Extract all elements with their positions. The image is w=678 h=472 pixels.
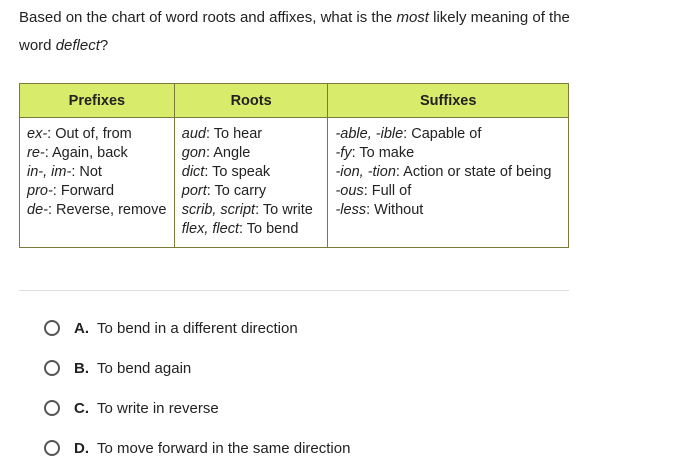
- option-letter: A.: [74, 319, 89, 337]
- root-term: port: [181, 183, 207, 199]
- prefix-entry: [27, 163, 167, 182]
- radio-button-icon[interactable]: [44, 360, 60, 376]
- root-meaning: : To hear: [205, 126, 263, 142]
- prefix-meaning: : Reverse, remove: [47, 202, 167, 218]
- root-meaning: : To carry: [206, 183, 267, 199]
- suffix-entry: [335, 201, 561, 220]
- option-a[interactable]: [40, 308, 350, 348]
- prefixes-cell: [20, 118, 175, 248]
- suffix-term: -less: [335, 202, 367, 218]
- prefix-term: pro-: [27, 183, 53, 199]
- root-entry: [182, 163, 321, 182]
- option-letter: D.: [74, 439, 89, 457]
- root-meaning: : Angle: [205, 145, 251, 161]
- suffix-entry: [335, 125, 561, 144]
- prefix-term: de-: [27, 202, 48, 218]
- suffix-entry: [335, 144, 561, 163]
- option-letter: B.: [74, 359, 89, 377]
- option-label[interactable]: To bend again: [97, 359, 192, 377]
- root-term: dict: [181, 164, 205, 180]
- root-entry: [182, 125, 321, 144]
- option-label[interactable]: To write in reverse: [97, 399, 219, 417]
- question-target-word: deflect: [55, 37, 100, 54]
- suffix-meaning: : Full of: [363, 183, 412, 199]
- prefix-meaning: : Forward: [52, 183, 115, 199]
- option-b[interactable]: [40, 348, 350, 388]
- question-part-1: Based on the chart of word roots and affixes, what is the: [19, 9, 397, 26]
- root-meaning: : To write: [255, 202, 313, 218]
- prefix-term: re-: [27, 145, 45, 161]
- prefix-entry: [27, 182, 167, 201]
- suffix-term: -ion, -tion: [335, 164, 396, 180]
- suffix-meaning: : To make: [351, 145, 415, 161]
- option-letter: C.: [74, 399, 89, 417]
- radio-button-icon[interactable]: [44, 320, 60, 336]
- root-meaning: : To speak: [204, 164, 271, 180]
- prefix-meaning: : Out of, from: [47, 126, 132, 142]
- suffix-term: -ous: [335, 183, 364, 199]
- root-entry: [182, 220, 321, 239]
- prefix-entry: [27, 201, 167, 220]
- suffix-term: -able, -ible: [335, 126, 404, 142]
- root-entry: [182, 144, 321, 163]
- word-roots-table: [19, 83, 569, 248]
- suffix-meaning: : Without: [366, 202, 424, 218]
- root-entry: [182, 182, 321, 201]
- header-roots: Roots: [174, 84, 328, 118]
- table-body-row: [20, 118, 569, 248]
- root-term: flex, flect: [181, 221, 239, 237]
- suffix-meaning: : Capable of: [403, 126, 482, 142]
- option-label[interactable]: To bend in a different direction: [97, 319, 298, 337]
- root-term: scrib, script: [181, 202, 256, 218]
- option-c[interactable]: [40, 388, 350, 428]
- prefix-meaning: : Again, back: [44, 145, 128, 161]
- root-entry: [182, 201, 321, 220]
- question-emphasis: most: [396, 9, 429, 26]
- suffix-term: -fy: [335, 145, 352, 161]
- section-divider: [19, 290, 569, 291]
- suffix-entry: [335, 163, 561, 182]
- radio-button-icon[interactable]: [44, 440, 60, 456]
- suffix-entry: [335, 182, 561, 201]
- option-label[interactable]: To move forward in the same direction: [97, 439, 351, 457]
- root-term: gon: [181, 145, 206, 161]
- suffixes-cell: [328, 118, 569, 248]
- table-header-row: [20, 84, 569, 118]
- root-meaning: : To bend: [238, 221, 299, 237]
- answer-options: [40, 308, 350, 468]
- header-suffixes: Suffixes: [328, 84, 569, 118]
- prefix-entry: [27, 144, 167, 163]
- prefix-term: in-, im-: [27, 164, 72, 180]
- question-part-3: ?: [99, 37, 109, 54]
- option-d[interactable]: [40, 428, 350, 468]
- question-text: [19, 4, 579, 60]
- question-part-2: likely meaning of the word: [19, 9, 570, 54]
- header-prefixes: Prefixes: [20, 84, 175, 118]
- prefix-term: ex-: [27, 126, 48, 142]
- prefix-meaning: : Not: [71, 164, 102, 180]
- radio-button-icon[interactable]: [44, 400, 60, 416]
- roots-cell: [174, 118, 328, 248]
- root-term: aud: [181, 126, 206, 142]
- prefix-entry: [27, 125, 167, 144]
- suffix-meaning: : Action or state of being: [395, 164, 552, 180]
